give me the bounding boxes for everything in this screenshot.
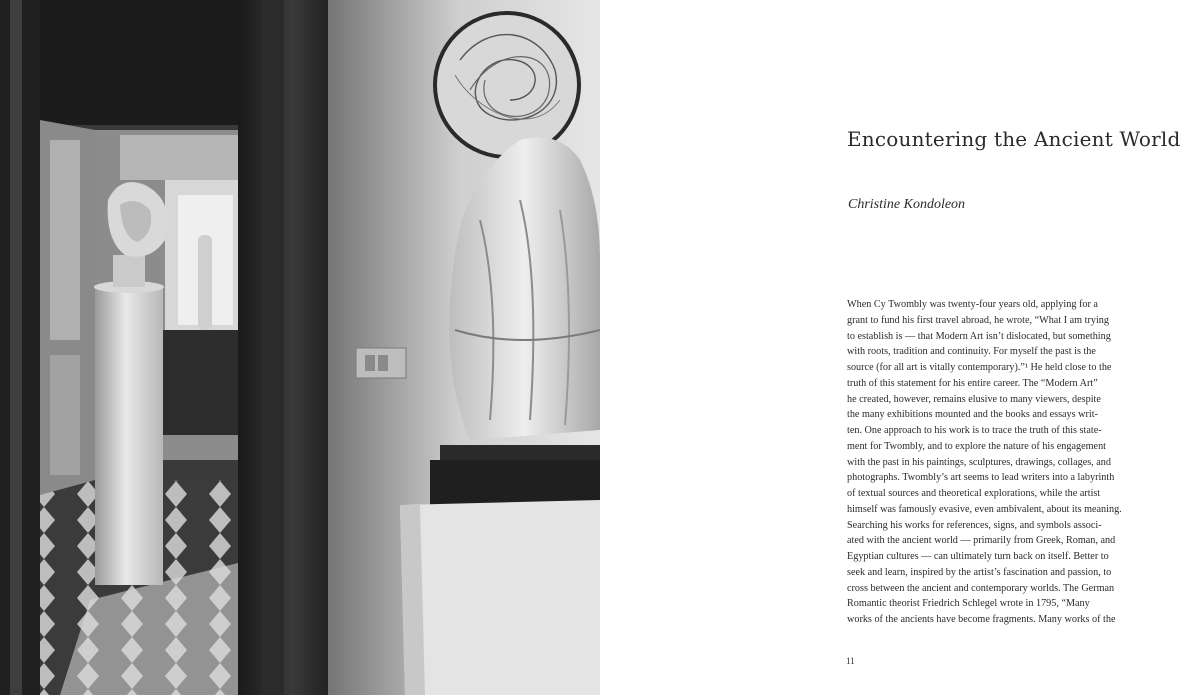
body-line: ten. One approach to his work is to trace the truth of this state- bbox=[847, 425, 1102, 436]
body-text bbox=[847, 297, 1127, 628]
author-name: Christine Kondoleon bbox=[848, 197, 966, 212]
body-line: he created, however, remains elusive to many viewers, despite bbox=[847, 393, 1101, 405]
body-line: When Cy Twombly was twenty-four years old, applying for a bbox=[847, 299, 1098, 310]
body-line: of textual sources and theoretical explorations, while the artist bbox=[847, 488, 1101, 499]
body-line: to establish is — that Modern Art isn’t dislocated, but something bbox=[847, 330, 1111, 342]
body-line: works of the ancients have become fragments. Many works of the bbox=[847, 614, 1116, 625]
body-line: source (for all art is vitally contemporary).”¹ He held close to the bbox=[847, 362, 1112, 373]
body-line: ated with the ancient world — primarily from Greek, Roman, and bbox=[847, 535, 1116, 547]
page-number: 11 bbox=[846, 656, 855, 666]
body-line: Egyptian cultures — can ultimately turn back on itself. Better to bbox=[847, 551, 1109, 562]
body-line: photographs. Twombly’s art seems to lead writers into a labyrinth bbox=[847, 472, 1115, 484]
body-line: truth of this statement for his entire career. The “Modern Art” bbox=[847, 377, 1098, 389]
body-line: ment for Twombly, and to explore the nature of his engagement bbox=[847, 440, 1106, 452]
body-line: with the past in his paintings, sculptures, drawings, collages, and bbox=[847, 456, 1111, 468]
chapter-title: Encountering the Ancient World bbox=[847, 127, 1181, 151]
body-line: the many exhibitions mounted and the books and essays writ- bbox=[847, 409, 1098, 421]
body-line: grant to fund his first travel abroad, he wrote, “What I am trying bbox=[847, 314, 1109, 326]
body-line: cross between the ancient and contemporary worlds. The German bbox=[847, 582, 1115, 594]
body-line: with roots, tradition and continuity. For myself the past is the bbox=[847, 346, 1096, 358]
body-line: seek and learn, inspired by the artist’s fascination and passion, to bbox=[847, 566, 1112, 578]
body-line: himself was famously evasive, even ambivalent, about its meaning. bbox=[847, 503, 1122, 515]
text-page bbox=[600, 0, 1200, 695]
body-line: Searching his works for references, signs, and symbols associ- bbox=[847, 519, 1102, 531]
body-line: Romantic theorist Friedrich Schlegel wrote in 1795, “Many bbox=[847, 598, 1090, 610]
